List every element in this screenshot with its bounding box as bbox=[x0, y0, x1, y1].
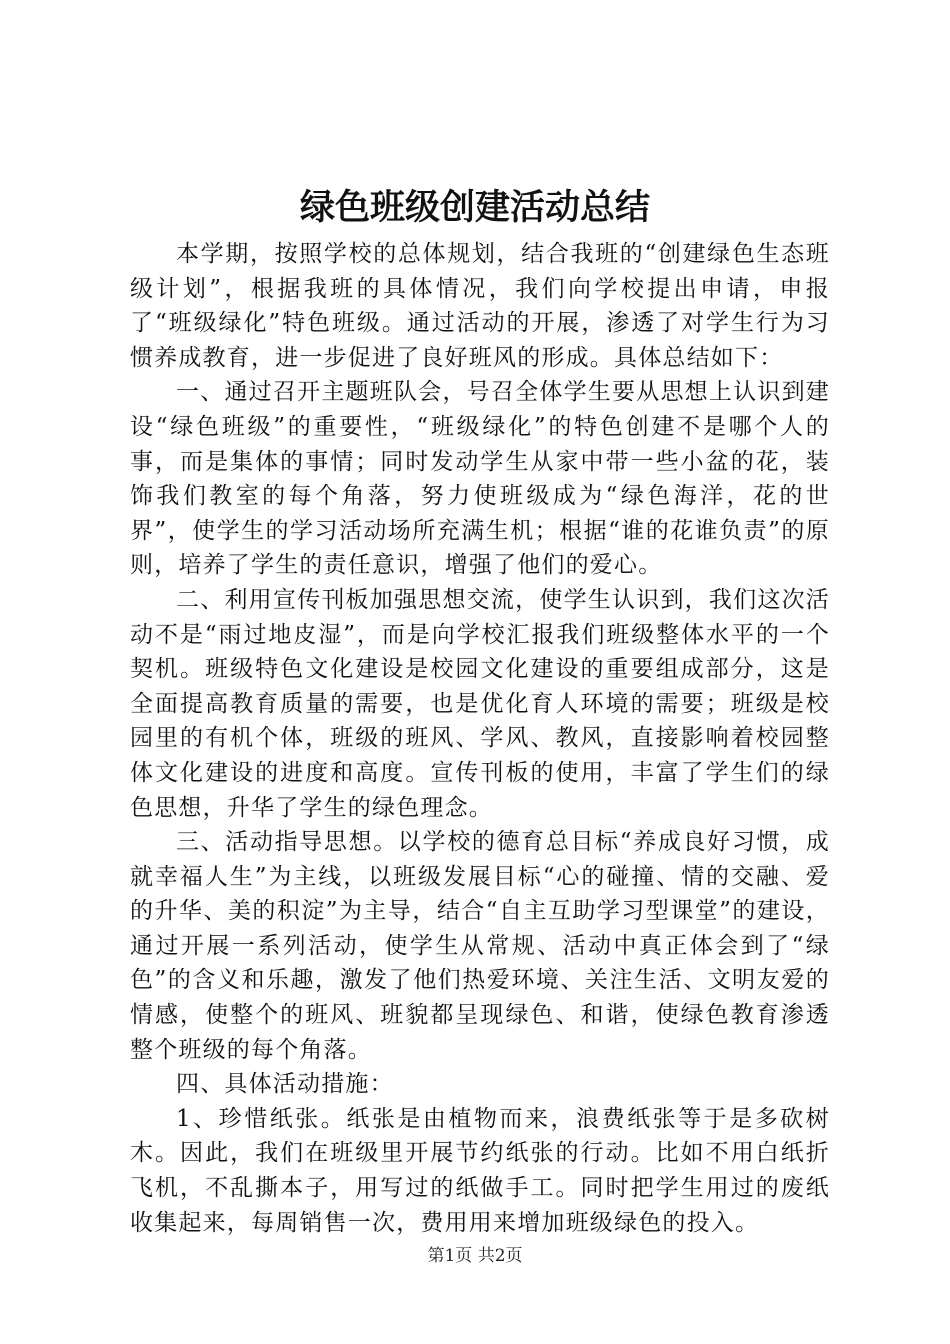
page-number-footer: 第1页 共2页 bbox=[427, 1246, 523, 1266]
paragraph-intro: 本学期，按照学校的总体规划，结合我班的“创建绿色生态班级计划”，根据我班的具体情况，我们向学校提出申请，申报了“班级绿化”特色班级。通过活动的开展，渗透了对学生行为习惯养成教育，进一步促进了良好班风的形成。具体总结如下： bbox=[130, 241, 830, 371]
paragraph-section-3: 三、活动指导思想。以学校的德育总目标“养成良好习惯，成就幸福人生”为主线，以班级发展目标“心的碰撞、情的交融、爱的升华、美的积淀”为主导，结合“自主互助学习型课堂”的建设，通过开展一系列活动，使学生从常规、活动中真正体会到了“绿色”的含义和乐趣，激发了他们热爱环境、关注生活、文明友爱的情感，使整个的班风、班貌都呈现绿色、和谐，使绿色教育渗透整个班级的每个角落。 bbox=[130, 829, 830, 1063]
paragraph-section-2: 二、利用宣传刊板加强思想交流，使学生认识到，我们这次活动不是“雨过地皮湿”，而是向学校汇报我们班级整体水平的一个契机。班级特色文化建设是校园文化建设的重要组成部分，这是全面提高教育质量的需要，也是优化育人环境的需要；班级是校园里的有机个体，班级的班风、学风、教风，直接影响着校园整体文化建设的进度和高度。宣传刊板的使用，丰富了学生们的绿色思想，升华了学生的绿色理念。 bbox=[130, 586, 830, 821]
paragraph-item-1: 1、珍惜纸张。纸张是由植物而来，浪费纸张等于是多砍树木。因此，我们在班级里开展节约纸张的行动。比如不用白纸折飞机，不乱撕本子，用写过的纸做手工。同时把学生用过的废纸收集起来，每周销售一次，费用用来增加班级绿色的投入。 bbox=[130, 1105, 830, 1236]
document-title: 绿色班级创建活动总结 bbox=[299, 187, 650, 228]
document-body bbox=[130, 237, 830, 1240]
paragraph-section-1: 一、通过召开主题班队会，号召全体学生要从思想上认识到建设“绿色班级”的重要性，“班级绿化”的特色创建不是哪个人的事，而是集体的事情；同时发动学生从家中带一些小盆的花，装饰我们教室的每个角落，努力使班级成为“绿色海洋，花的世界”，使学生的学习活动场所充满生机；根据“谁的花谁负责”的原则，培养了学生的责任意识，增强了他们的爱心。 bbox=[130, 379, 830, 579]
paragraph-section-4-heading: 四、具体活动措施： bbox=[176, 1071, 394, 1098]
